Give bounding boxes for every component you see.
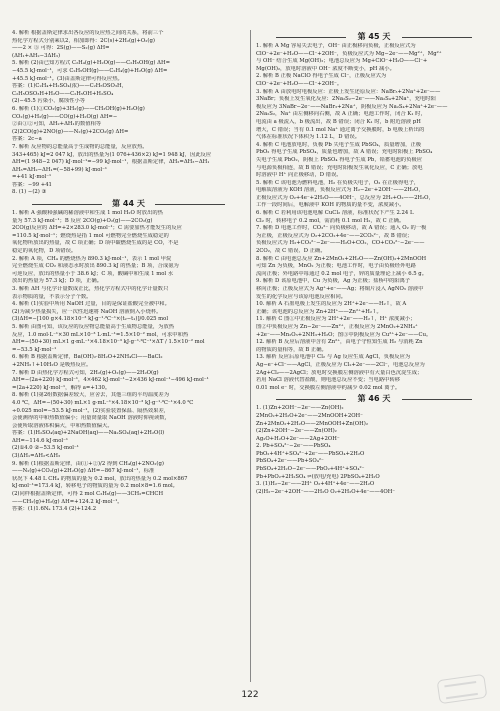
- left-text-line: 完全燃烧生成 CO₂ 和液态水时放出 890.3 kJ 的热量；B 项，合成氨为: [12, 263, 179, 270]
- left-text-line: +45.5 kJ·mol⁻¹。(3)由盖斯定律可得反应热。: [12, 75, 123, 82]
- right-text-line: Pb+PbO₂+2H₂SO₄ ⇌(放电/充电) 2PbSO₄+2H₂O: [256, 473, 380, 480]
- left-text-line: ΔH=(1 948−2 047) kJ·mol⁻¹=−99 kJ·mol⁻¹，根据盖斯定律，ΔH₂=ΔH₃−ΔH₁: [12, 159, 210, 166]
- left-text-line: kJ·mol⁻¹=173.4 kJ，转移电子的物质的量为 0.2 mol×8=1.6 mol。: [12, 483, 178, 490]
- left-text-line: C₂H₅OSO₃H+H₂O——C₂H₅OH+H₂SO₄: [12, 90, 114, 97]
- left-text-line: 5. 解析 由图可知，该反应的反应物总能量高于生成物总能量，为放热: [12, 323, 175, 330]
- right-text-line: 正确；该电池的总反应为 Zn+2H⁺——Zn²⁺+H₂↑。: [256, 308, 382, 315]
- left-text-line: 反应，1.0 mol·L⁻¹×30 mL×10⁻³ L·mL⁻¹=1.5×10⁻² mol，可求中和热: [12, 331, 189, 338]
- page-number: 122: [241, 690, 259, 700]
- left-text-line: 4. 解析 根据盖斯定律求出各反应的反应热之间的关系，将前三个: [12, 30, 164, 36]
- left-text-line: ——CH₂(g)+H₂(g) ΔH=+124.2 kJ·mol⁻¹。: [12, 498, 123, 505]
- left-text-line: 4.0 ℃，ΔH=−(50+30) mL×1 g·mL⁻¹×4.18×10⁻³ kJ·g⁻¹·℃⁻¹×4.0 ℃: [12, 399, 194, 406]
- left-text-line: −45.5 kJ·mol⁻¹，可求 C₂H₅OH(g)——C₂H₄(g)+H₂O(g) ΔH=: [12, 67, 168, 74]
- right-text-line: (2)H₂−2e⁻+2OH⁻——2H₂O O₂+2H₂O+4e⁻——4OH⁻: [256, 488, 396, 495]
- left-text-line: 表示物质的量，不表示分子个数。: [12, 293, 92, 300]
- left-text-line: CO₂(g)+H₂(g)——CO(g)+H₂O(g) ΔH=−: [12, 113, 118, 120]
- left-text-line: 2CO(g)反应的 ΔH=+2×283.0 kJ·mol⁻¹；C 需要加热才能发生的反应: [12, 225, 182, 232]
- right-text-line: 3. (1)H₂−2e⁻——2H⁺ O₂+4H⁺+4e⁻——2H₂O: [256, 481, 375, 488]
- left-text-line: (ΔH₁+ΔH₂−3ΔH₃): [12, 52, 61, 59]
- left-text-line: (2)同样根据盖斯定律，可得 2 mol C₃H₆(g)——3CH₂=CHCH: [12, 491, 164, 498]
- right-text-line: 2Ag+Cl₂——2AgCl；放电时交换膜左侧溶液中有大量白色沉淀生成；: [256, 369, 423, 376]
- left-text-line: =+41 kJ·mol⁻¹: [12, 174, 52, 181]
- right-text-line: 1. (1)Zn+2OH⁻−2e⁻——Zn(OH)₂: [256, 405, 344, 412]
- left-text-line: 5. 解析 (2)由已知方程式 C₂H₄(g)+H₂O(g)——C₂H₅OH(g) ΔH=: [12, 60, 171, 67]
- right-text-line: PbSO₄+2H₂O−2e⁻——PbO₂+4H⁺+SO₄²⁻: [256, 466, 365, 473]
- left-column: [12, 30, 245, 514]
- right-text-line: 失电子生成 PbO₂，阴极上 PbSO₄ 得电子生成 Pb，铅蓄电池的负极应: [256, 156, 422, 163]
- day-heading: 第 46 天: [256, 392, 492, 405]
- right-text-line: 3NaBr；负极上发生氧化反应：2Na₂S₂−2e⁻——Na₂S₄+2Na⁺，充电时阳: [256, 96, 436, 103]
- left-text-line: 6. 解析 (1)①CO₂(g)+3H₂(g)——CH₃OH(g)+H₂O(g): [12, 105, 145, 112]
- right-text-line: 图②中负极反应为 Zn−2e⁻——Zn²⁺，正极反应为 2MnO₂+2NH₄⁺: [256, 323, 418, 330]
- left-text-line: +2NH₃↑+10H₂O 是吸热反应。: [12, 361, 92, 368]
- right-text-line: 电解质溶液为 KOH 溶液，负极反应式为 H₂−2e⁻+2OH⁻——2H₂O，: [256, 187, 424, 194]
- left-text-line: 答案：−99 +41: [12, 181, 52, 188]
- right-text-line: 正极反应式为 O₂+4e⁻+2H₂O——4OH⁻，总反应为 2H₂+O₂——2H₂O，: [256, 194, 434, 201]
- right-text-line: 1. 解析 A Mg 容易失去电子，OH⁻ 由正极移向负极，正极反应式为: [256, 43, 416, 49]
- right-text-line: 若用 NaCl 溶液代替盐酸，则电池总反应不变；当电路中转移: [256, 377, 401, 384]
- left-text-line: =(2a+220) kJ·mol⁻¹，解得 a=+130。: [12, 384, 111, 391]
- right-text-line: 气体在标准状况下体积为 1.12 L，D 错误。: [256, 134, 361, 141]
- right-text-line: PbSO₄+2e⁻——Pb+SO₄²⁻: [256, 458, 324, 465]
- left-text-line: 状况下 4.48 L CH₄ 的物质的量为 0.2 mol，放出的热量为 0.2 mol×867: [12, 475, 188, 482]
- right-text-line: (2)Zn+2OH⁻−2e⁻——Zn(OH)₂: [256, 428, 337, 435]
- day-heading: 第 44 天: [12, 197, 245, 210]
- left-text-line: 8. 解析 (1)第2组数据偏差较大，应舍去，其他三组的平均温度差为: [12, 392, 170, 399]
- left-text-line: 会使测得的中和热数值偏小；用量筒量取 NaOH 溶液时仰视读数，: [12, 415, 170, 422]
- left-text-line: 答案：(1)H₂SO₄(aq)+2NaOH(aq)——Na₂SO₄(aq)+2H₂O(l): [12, 430, 165, 437]
- left-text-line: (2)①4.0 ②−53.5 kJ·mol⁻¹: [12, 445, 79, 452]
- left-text-line: ΔH=−114.6 kJ·mol⁻¹: [12, 437, 69, 444]
- left-text-line: 7. 解析 D 由热化学方程式可知，2H₂(g)+O₂(g)——2H₂O(g): [12, 369, 159, 376]
- left-text-line: (2)−45.5 污染小、腐蚀性小等: [12, 98, 86, 105]
- right-text-line: 2. 解析 B 正极 NaClO 得电子生成 Cl⁻，正极反应式为: [256, 73, 387, 80]
- right-text-line: 2MnO₂+2H₂O+2e⁻——2MnOOH+2OH⁻: [256, 412, 363, 419]
- right-text-line: Cl₂ 时，转移电子 0.2 mol，需消耗 0.1 mol H₂，故 C 正确。: [256, 217, 405, 224]
- right-text-line: 时溶液中 H⁺ 向正极移动，D 错误。: [256, 172, 342, 179]
- left-text-line: ÷0.025 mol=−53.5 kJ·mol⁻¹。(2)实验装置保温、隔热效果差，: [12, 407, 170, 414]
- left-text-line: (3)ΔH=−[100 g×4.18×10⁻³ kJ·g⁻¹·℃⁻¹×(t₂−t₁)]/0.025 mol: [12, 316, 169, 323]
- left-text-line: (2)为减少热量损失，应一次性迅速将 NaOH 溶液倒入小烧杯。: [12, 308, 162, 315]
- left-text-line: =110.5 kJ·mol⁻¹；燃烧热是指 1 mol 可燃物完全燃烧生成稳定的: [12, 232, 169, 239]
- column-divider: [250, 30, 251, 682]
- right-text-line: 13. 解析 反应后原电池中 Cl₂ 与 Ag 反应生成 AgCl，负极反应为: [256, 354, 411, 361]
- right-text-line: 为正极，正极反应式为 O₂+2CO₂+4e⁻——2CO₃²⁻，故 B 错误；: [256, 232, 413, 239]
- right-text-line: 12. 解析 B 反应后溶液中含有 Zn²⁺，由电子守恒知生成 H₂ 与消耗 Zn: [256, 339, 423, 346]
- left-text-line: 热化学方程式分别乘以2，相加即得：2C(s)+2H₂(g)+O₂(g): [12, 37, 155, 44]
- left-text-line: ΔH=−(50+30) mL×1 g·mL⁻¹×4.18×10⁻³ kJ·g⁻¹·℃⁻¹×ΔT / 1.5×10⁻² mol: [12, 339, 205, 346]
- right-text-line: 可知 Zn 为负极，MnO₂ 为正极；电池工作时，电子由负极经外电路: [256, 263, 416, 270]
- left-text-line: (3)ΔH₁=ΔH₂<ΔH₃: [12, 453, 61, 460]
- right-text-line: 移向正极；正极反应式为 Ag⁺+e⁻——Ag；将铜片浸入 AgNO₃ 溶液中: [256, 286, 424, 292]
- left-text-line: 放出的热量为 57.3 kJ；D 项，正确。: [12, 278, 102, 285]
- right-text-line: +2e⁻——Mn₂O₃+2NH₃+H₂O；图③中阴极反应为 Cu²⁺+2e⁻——Cu。: [256, 331, 432, 338]
- right-text-line: 与电源负极相连，故 B 错误；充电时阳极发生氧化反应，C 正确；放电: [256, 164, 423, 171]
- right-text-line: 2CO₂，故 C 错误、D 正确。: [256, 248, 326, 255]
- right-text-line: Ag−e⁻+Cl⁻——AgCl，正极反应为 Cl₂+2e⁻——2Cl⁻，电池总反应为: [256, 361, 425, 368]
- left-text-line: 3. 解析 ΔH 与化学计量数成正比，热化学方程式中的化学计量数只: [12, 286, 169, 292]
- left-text-line: 可逆反应，放出的热量小于 38.6 kJ；C 项，酸碱中和生成 1 mol 水: [12, 270, 174, 277]
- left-text-line: 9. 解析 (1)根据盖斯定律，由(①+②)/2 得到 CH₄(g)+2NO₂(g): [12, 460, 164, 467]
- right-text-line: 10. 解析 A 石墨电极上发生的反应为 2H⁺+2e⁻——H₂↑，故 A: [256, 301, 407, 308]
- right-text-line: ClO⁻+2e⁻+H₂O——Cl⁻+2OH⁻。: [256, 80, 343, 87]
- right-text-line: 增大，C 错误；当有 0.1 mol Na⁺ 通过离子交换膜时，b 电极上析出的: [256, 126, 425, 133]
- left-text-line: 8. (1) −(2) ③: [12, 189, 47, 196]
- day-heading: 第 45 天: [256, 30, 492, 43]
- left-text-line: 氧化物所放出的热量，故 C 项正确；D 项中碳燃烧生成的是 CO，不是: [12, 240, 179, 247]
- right-text-line: 8. 解析 C 由电池总反应 Zn+2MnO₂+2H₂O——Zn(OH)₂+2MnOOH: [256, 255, 427, 262]
- right-text-line: 6. 解析 C 若利用该电池电解 CuCl₂ 溶液，标准状况下产生 2.24 L: [256, 210, 414, 217]
- right-text-line: 的物质的量相等，故 B 正确。: [256, 346, 327, 353]
- left-text-line: ΔH=−(2a+220) kJ·mol⁻¹，4×462 kJ·mol⁻¹−2×436 kJ·mol⁻¹−496 kJ·mol⁻¹: [12, 377, 209, 384]
- right-text-line: 9. 解析 D 该原电池中，Cu 为负极，Ag 为正极；盐桥中的阳离子: [256, 278, 411, 285]
- right-text-line: 3. 解析 A 由放电时电极反应：正极上发生还原反应：NaBr₃+2Na⁺+2e⁻——: [256, 88, 441, 95]
- left-text-line: 答案：(1)1.6Nₐ 173.4 (2)+124.2: [12, 506, 97, 513]
- left-text-line: 量为 57.3 kJ·mol⁻¹；B 反应 2CO(g)+O₂(g)——2CO₂(g): [12, 217, 153, 224]
- left-text-line: 会使所取溶液体积偏大，中和热数值偏大。: [12, 422, 113, 429]
- left-text-line: =−53.5 kJ·mol⁻¹: [12, 346, 57, 353]
- right-text-line: ClO⁻+2e⁻+H₂O——Cl⁻+2OH⁻，负极反应式为 Mg−2e⁻——Mg²⁺，Mg²⁺: [256, 50, 442, 57]
- right-text-line: 电流由 a 极流入，b 极流出，故 B 错误；闭合 K₁ 时，b 附近溶液 pH: [256, 118, 421, 125]
- left-text-line: 6. 解析 B 根据盖斯定律，Ba(OH)₂·8H₂O+2NH₄Cl——BaCl₂: [12, 354, 163, 361]
- right-text-line: 2. Pb+SO₄²⁻−2e⁻——PbSO₄: [256, 443, 331, 450]
- left-text-line: 1. 解析 A 强酸和强碱的稀溶液中和生成 1 mol H₂O 时放出的热: [12, 210, 163, 217]
- right-text-line: 发生的化学反应与该原电池反应相同。: [256, 293, 347, 300]
- right-text-line: 工作一段时间后，电解液中 KOH 的物质的量不变，浓度减小。: [256, 202, 405, 209]
- right-text-line: 5. 解析 C 该电池为燃料电池，H₂ 在负极失电子，O₂ 在正极得电子，: [256, 179, 420, 186]
- left-text-line: 343+465) kJ=2 047 kJ，放出的热量为(1 076+436×2) kJ=1 948 kJ，因此反应: [12, 151, 212, 158]
- left-text-line: 7. 解析 反应物的总能量高于生成物的总能量，反应放热。: [12, 143, 148, 150]
- left-text-line: ——2 × ③ 可得：2S(g)——S₂(g) ΔH=: [12, 45, 110, 52]
- right-text-line: Mg(OH)₂，放电时溶液中 OH⁻ 浓度不断变小，pH 减小。: [256, 65, 395, 72]
- right-text-line: 负极反应式为 H₂+CO₃²⁻−2e⁻——H₂O+CO₂，CO+CO₃²⁻−2e⁻——: [256, 240, 425, 247]
- right-text-line: Ag₂O+H₂O+2e⁻——2Ag+2OH⁻: [256, 435, 340, 442]
- right-text-line: 0.01 mol e⁻ 时，交换膜左侧溶液中约减少 0.02 mol 离子。: [256, 384, 401, 391]
- right-text-line: 与 OH⁻ 结合生成 Mg(OH)₂；电池总反应为 Mg+ClO⁻+H₂O——Cl⁻+: [256, 58, 428, 65]
- left-text-line: ②由①②可知，ΔH₂+ΔH₁的数值相等: [12, 121, 102, 128]
- left-text-line: 答案：2c−a: [12, 136, 42, 143]
- left-text-line: ——N₂(g)+CO₂(g)+2H₂O(g) ΔH=−867 kJ·mol⁻¹，标准: [12, 468, 155, 475]
- right-column: [256, 30, 492, 496]
- left-text-line: (2)2CO(g)+2NO(g)——N₂(g)+2CO₂(g) ΔH=: [12, 128, 129, 135]
- right-text-line: 2Na₂S₂，Na⁺ 由左侧移向右侧，故 A 正确；电池工作时，闭合 K₁ 时，: [256, 111, 426, 118]
- left-text-line: 稳定的氧化物，D 项错误。: [12, 248, 77, 255]
- right-text-line: 11. 解析 C 图①中正极反应为 2H⁺+2e⁻——H₂↑，H⁺ 浓度减小；: [256, 316, 416, 323]
- right-text-line: PbO₂ 得电子生成 PbSO₄，质量也增加，故 A 错误；充电时阳极上 PbSO₄: [256, 149, 433, 156]
- right-text-line: 4. 解析 C 电池放电时，负极 Pb 失电子生成 PbSO₄，质量增加，正极: [256, 141, 422, 148]
- left-text-line: 4. 解析 (1)实验中所用 NaOH 过量，目的是保证盐酸完全被中和。: [12, 301, 170, 308]
- right-text-line: 极反应为 3NaBr−2e⁻——NaBr₃+2Na⁺，阴极反应为 Na₂S₄+2Na⁺+2e⁻——: [256, 103, 448, 110]
- right-text-line: PbO₂+4H⁺+SO₄²⁻+2e⁻——PbSO₄+2H₂O: [256, 450, 365, 457]
- right-text-line: Zn+2MnO₂+2H₂O——2MnOOH+Zn(OH)₂: [256, 420, 368, 427]
- left-text-line: 2. 解析 A 项，CH₄ 的燃烧热为 890.3 kJ·mol⁻¹，表示 1 mol 甲烷: [12, 255, 172, 262]
- left-text-line: ΔH₃=ΔH₂−ΔH₁=(−58+99) kJ·mol⁻¹: [12, 166, 108, 173]
- left-text-line: 答案：(1)C₂H₄+H₂SO₄(浓)——C₂H₅OSO₃H，: [12, 83, 127, 90]
- right-text-line: 7. 解析 D 电池工作时，CO₃²⁻ 向负极移动，故 A 错误；通入 O₂ 的一极: [256, 225, 427, 232]
- right-text-line: 流向正极；外电路中每通过 0.2 mol 电子，锌的质量理论上减小 6.5 g。: [256, 270, 427, 277]
